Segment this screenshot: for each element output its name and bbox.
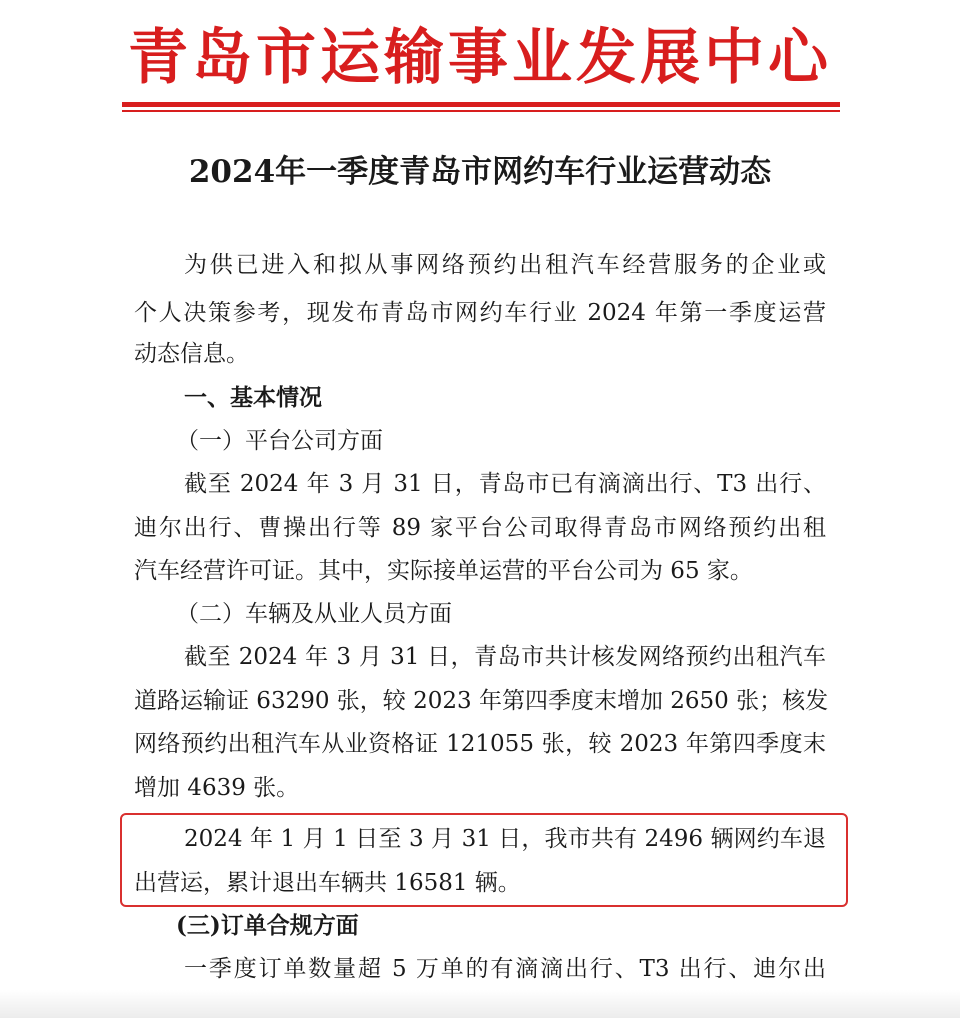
intro-line-1: 为供已进入和拟从事网络预约出租汽车经营服务的企业或 <box>184 252 826 278</box>
vehicles-line-2: 道路运输证 63290 张，较 2023 年第四季度末增加 2650 张；核发 <box>134 688 829 714</box>
subsection-heading-orders: (三)订单合规方面 <box>176 912 359 939</box>
subsection-heading-vehicles: （二）车辆及从业人员方面 <box>176 601 452 627</box>
intro-line-2: 个人决策参考，现发布青岛市网约车行业 2024 年第一季度运营 <box>134 300 826 326</box>
page-bottom-fade <box>0 990 960 1018</box>
masthead-title: 青岛市运输事业发展中心 <box>128 23 832 93</box>
platform-line-1: 截至 2024 年 3 月 31 日，青岛市已有滴滴出行、T3 出行、 <box>184 471 826 497</box>
red-divider-thin <box>122 110 840 112</box>
section-heading-basic: 一、基本情况 <box>184 384 322 411</box>
highlight-line-2: 出营运，累计退出车辆共 16581 辆。 <box>134 870 521 896</box>
red-divider-thick <box>122 102 840 107</box>
platform-line-3: 汽车经营许可证。其中，实际接单运营的平台公司为 65 家。 <box>134 558 753 584</box>
document-title: 2024年一季度青岛市网约车行业运营动态 <box>188 154 772 190</box>
platform-line-2: 迪尔出行、曹操出行等 89 家平台公司取得青岛市网络预约出租 <box>134 515 826 541</box>
orders-line-1: 一季度订单数量超 5 万单的有滴滴出行、T3 出行、迪尔出 <box>184 956 826 982</box>
highlight-line-1: 2024 年 1 月 1 日至 3 月 31 日，我市共有 2496 辆网约车退 <box>184 826 826 852</box>
intro-line-3: 动态信息。 <box>134 341 249 367</box>
subsection-heading-platform: （一）平台公司方面 <box>176 428 383 454</box>
vehicles-line-4: 增加 4639 张。 <box>134 775 300 801</box>
vehicles-line-1: 截至 2024 年 3 月 31 日，青岛市共计核发网络预约出租汽车 <box>184 644 826 670</box>
vehicles-line-3: 网络预约出租汽车从业资格证 121055 张，较 2023 年第四季度末 <box>134 731 826 757</box>
